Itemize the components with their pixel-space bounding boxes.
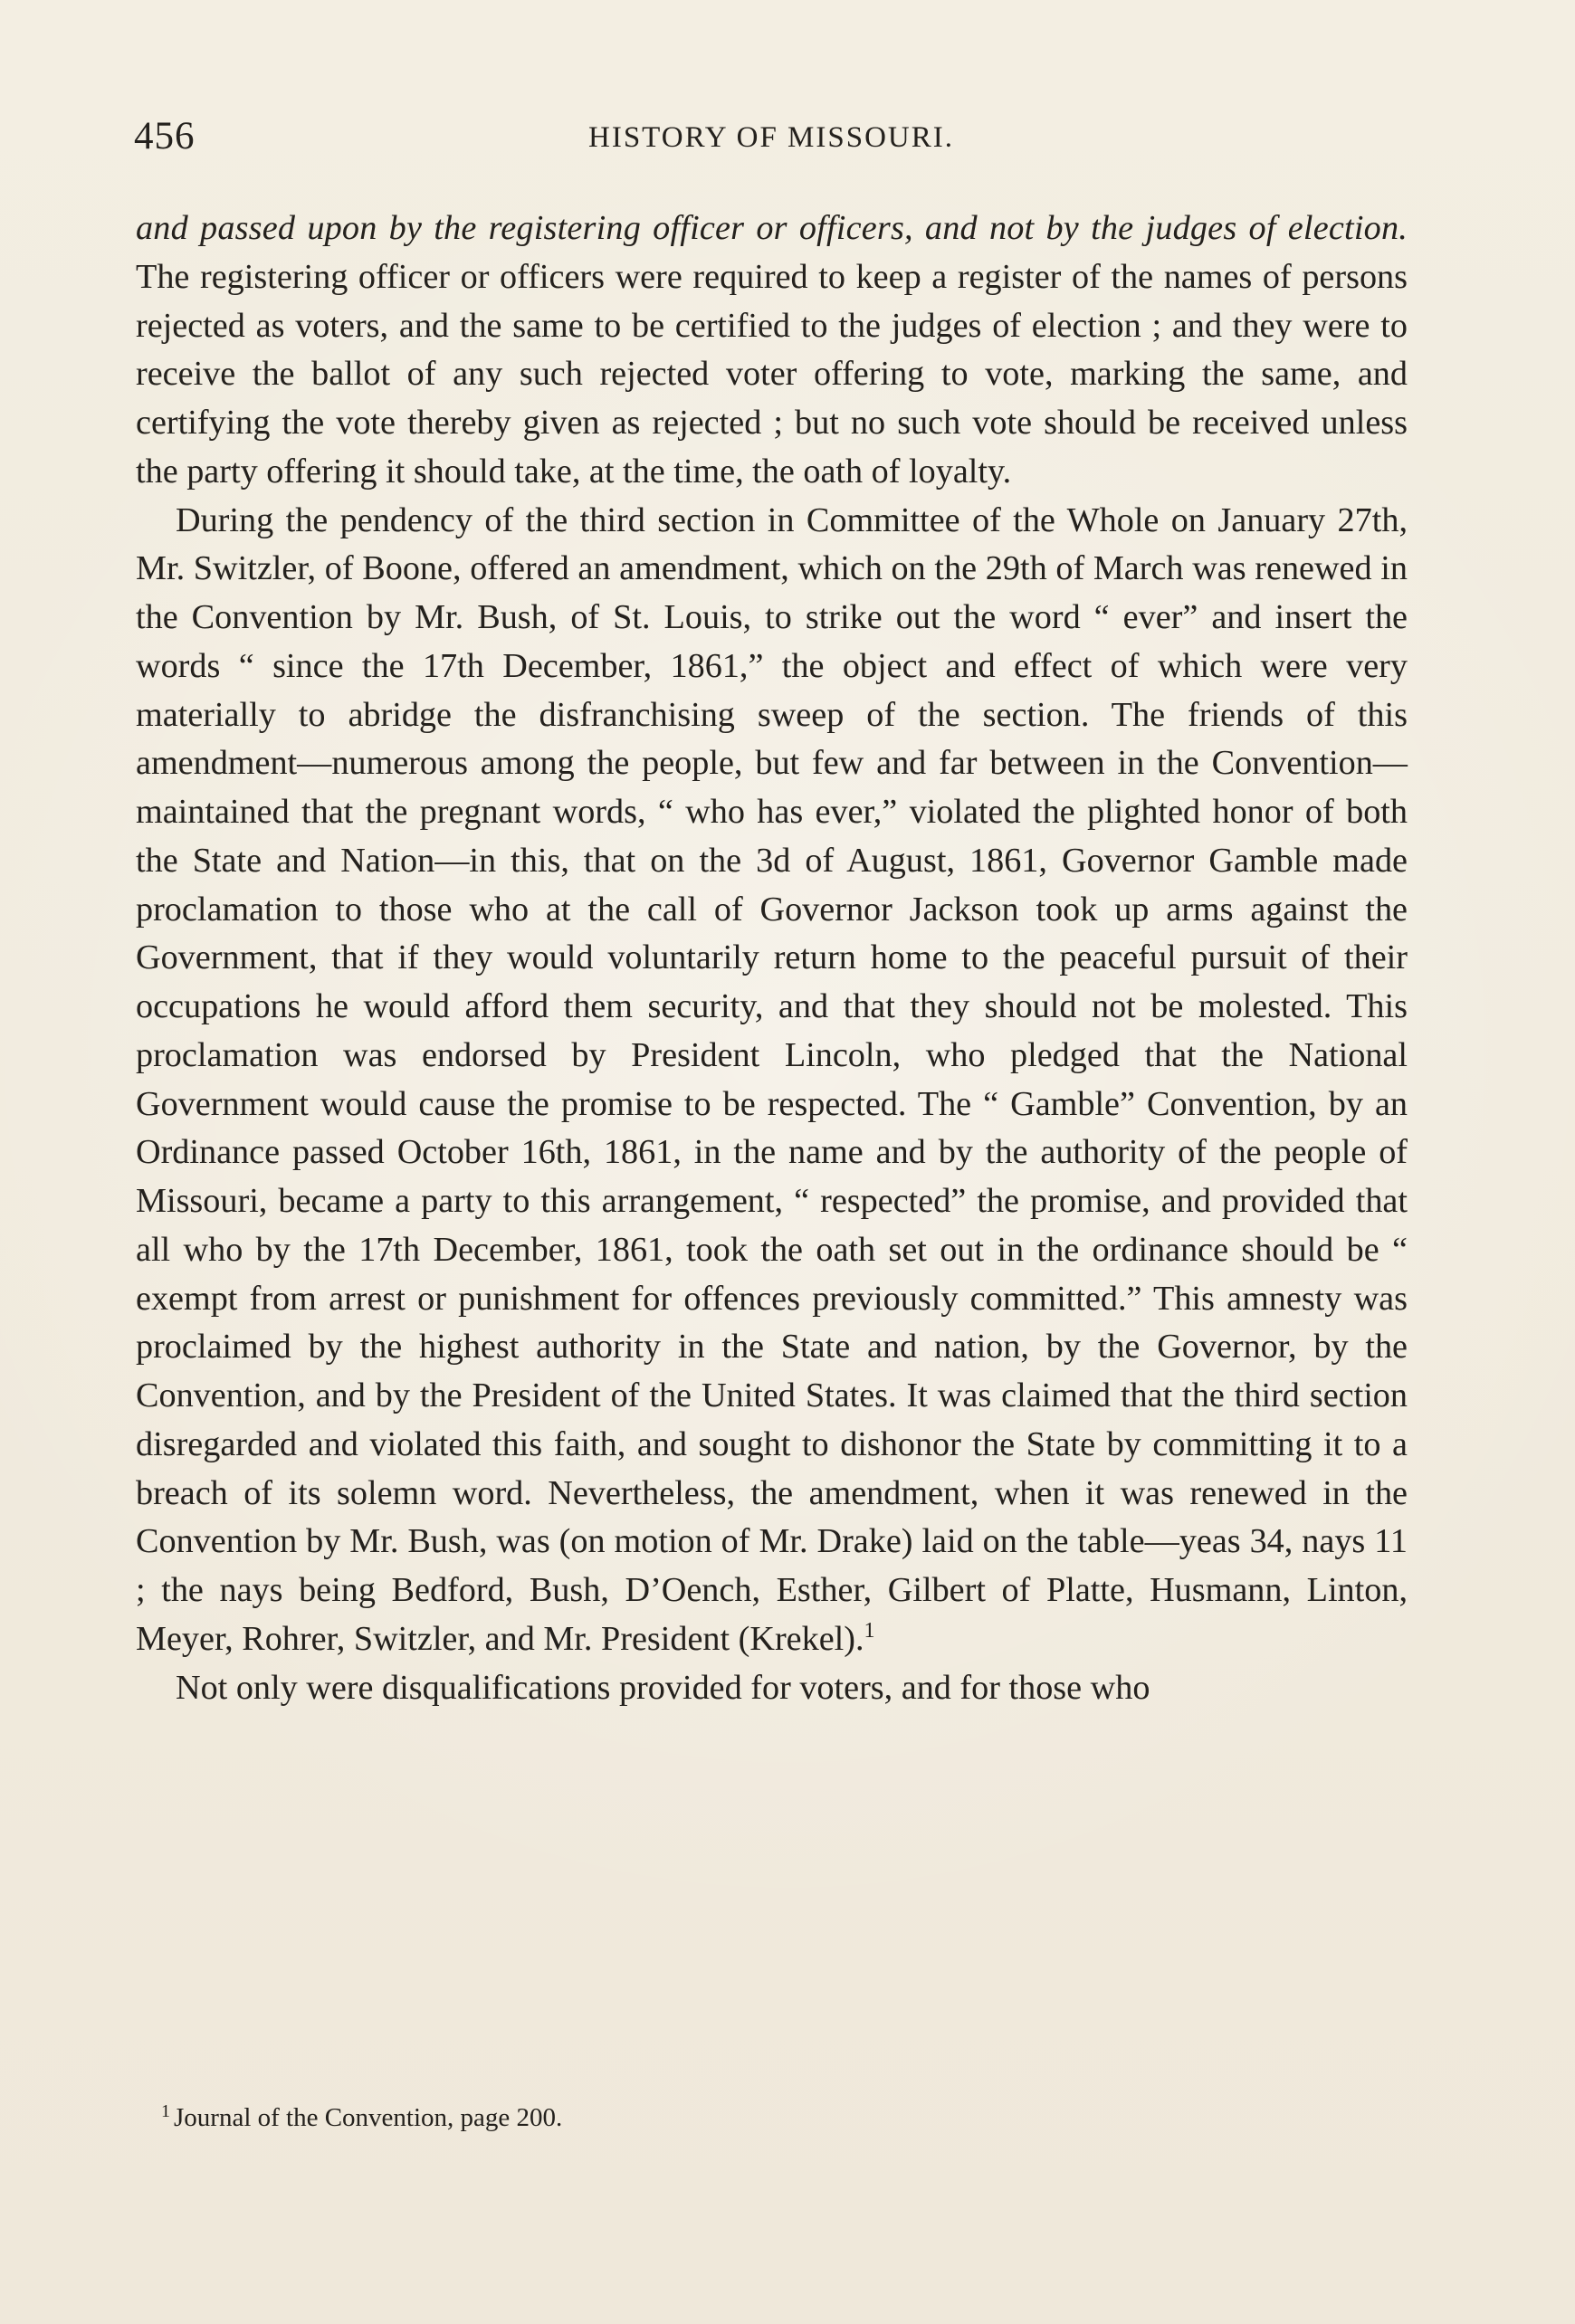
paragraph-3-text: Not only were disqualifications provided for voters, and for those who [176,1668,1150,1707]
running-title: HISTORY OF MISSOURI. [588,121,954,154]
paragraph-1-text: The registering officer or officers were required to keep a register of the names of persons rejected as voters, and the same to be certified to the judges of election ; and they were to receive the ballot of any such rejected voter offering to vote, marking the same, and certifying the vote thereby given as rejected ; but no such vote should be received unless the party offering it should take, at the time, the oath of loyalty. [136,257,1408,491]
paragraph-1 [136,205,1408,497]
footnote-text: Journal of the Convention, page 200. [174,2103,563,2132]
paragraph-3 [136,1664,1408,1713]
page-number: 456 [134,115,196,157]
paragraph-2-text: During the pendency of the third section in Committee of the Whole on January 27th, Mr. Switzler, of Boone, offered an amendment, which on the 29th of March was renewed in the Convention by Mr. Bush, of St. Louis, to strike out the word “ ever” and insert the words “ since the 17th December, 1861,” the object and effect of which were very materially to abridge the disfranchising sweep of the section. The friends of this amendment—numerous among the people, but few and far between in the Convention—maintained that the pregnant words, “ who has ever,” violated the plighted honor of both the State and Nation—in this, that on the 3d of August, 1861, Governor Gamble made proclamation to those who at the call of Governor Jackson took up arms against the Government, that if they would voluntarily return home to the peaceful pursuit of their occupations he would afford them security, and that they should not be molested. This proclamation was endorsed by President Lincoln, who pledged that the National Government would cause the promise to be respected. The “ Gamble” Convention, by an Ordinance passed October 16th, 1861, in the name and by the authority of the people of Missouri, became a party to this arrangement, “ respected” the promise, and provided that all who by the 17th December, 1861, took the oath set out in the ordinance should be “ exempt from arrest or punishment for offences previously committed.” This amnesty was proclaimed by the highest authority in the State and nation, by the Governor, by the Convention, and by the President of the United States. It was claimed that the third section disregarded and violated this faith, and sought to dishonor the State by committing it to a breach of its solemn word. Nevertheless, the amendment, when it was renewed in the Convention by Mr. Bush, was (on motion of Mr. Drake) laid on the table—yeas 34, nays 11 ; the nays being Bedford, Bush, D’Oench, Esther, Gilbert of Platte, Husmann, Linton, Meyer, Rohrer, Switzler, and Mr. President (Krekel). [136,500,1408,1658]
paragraph-2 [136,497,1408,1664]
running-header [134,114,1428,168]
footnote-reference: 1 [864,1618,875,1643]
italic-lead: and passed upon by the registering officer or officers, and not by the judges of election. [136,209,1408,247]
main-text [136,205,1408,1712]
footnote-mark: 1 [161,2101,170,2121]
footnote [161,2100,1157,2138]
